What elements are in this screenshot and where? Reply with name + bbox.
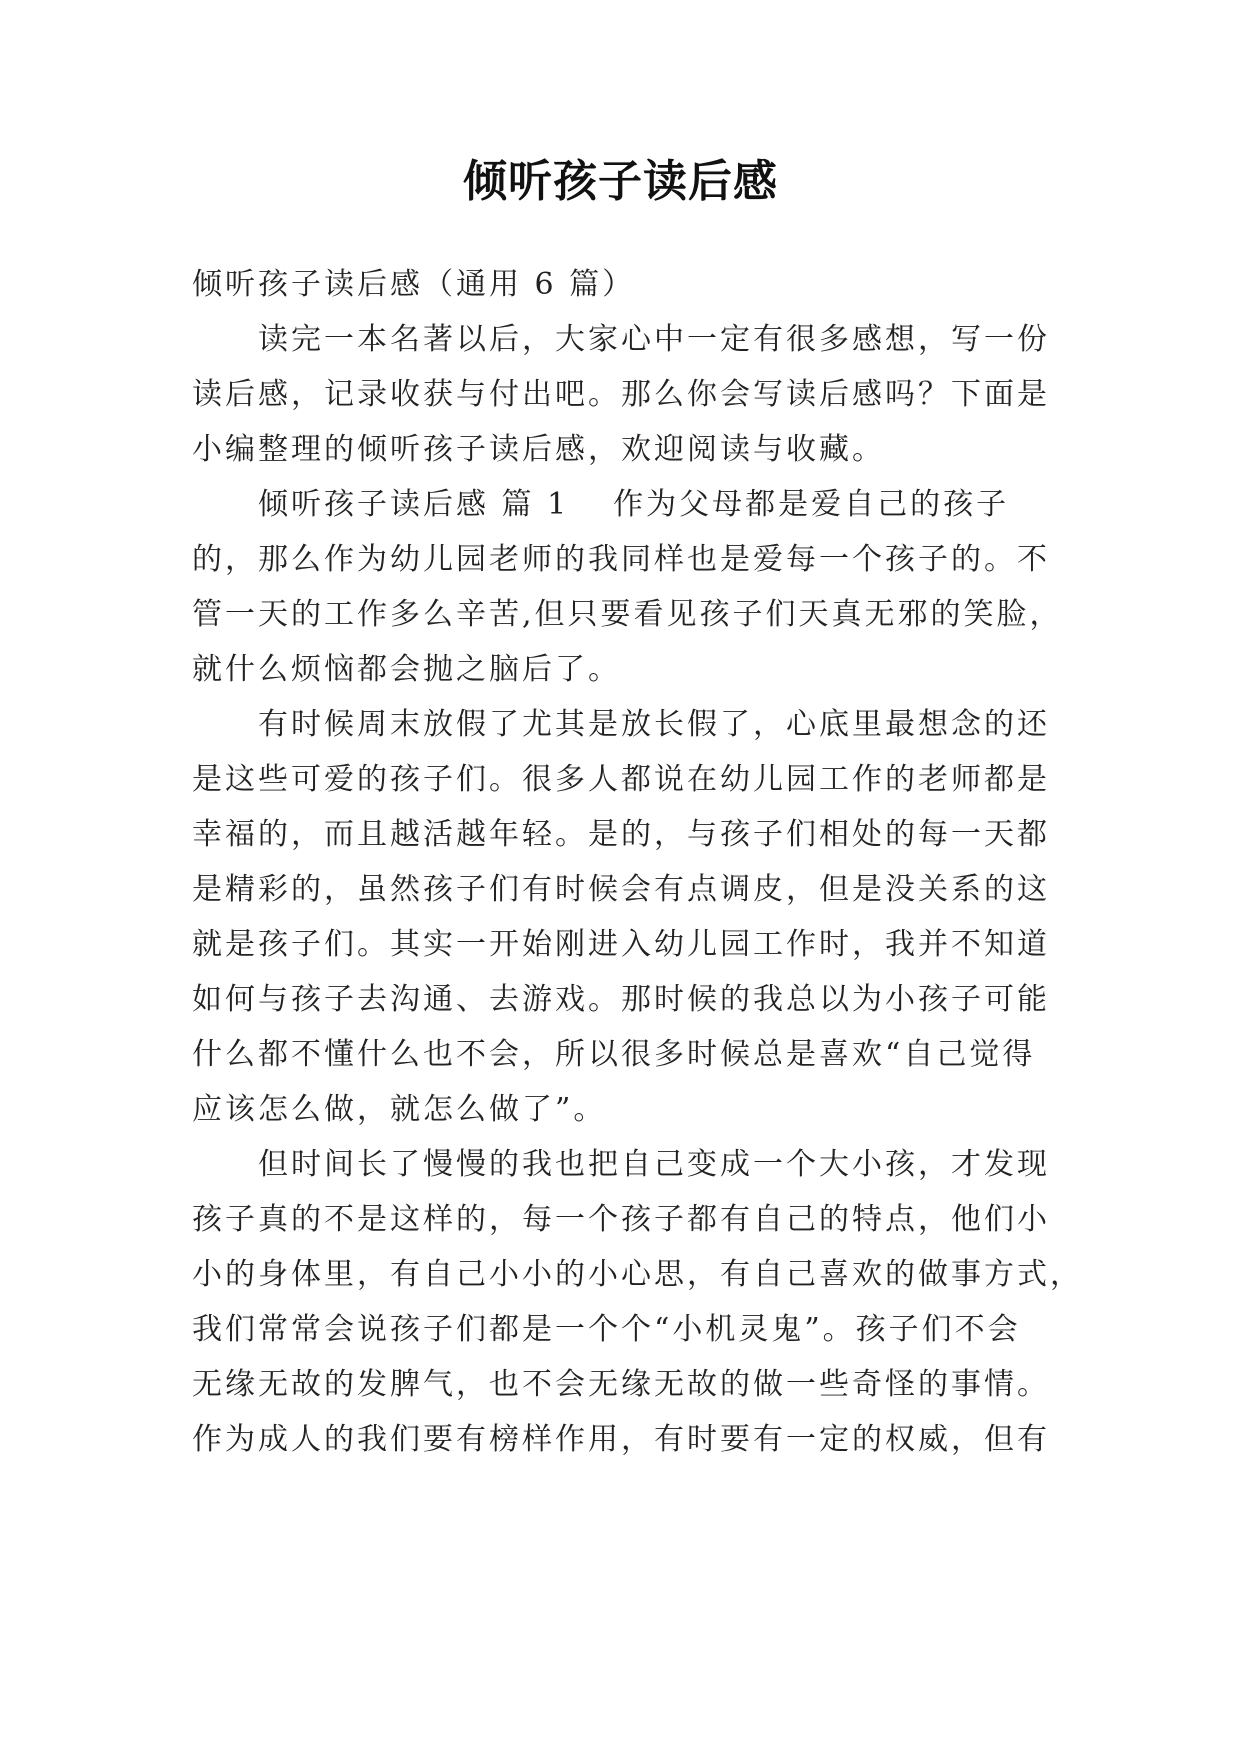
paragraph3-line-1: 但时间长了慢慢的我也把自己变成一个大小孩，才发现 [258,1147,1050,1182]
section1-line-3: 管一天的工作多么辛苦,但只要看见孩子们天真无邪的笑脸， [192,597,1063,632]
paragraph2-line-1: 有时候周末放假了尤其是放长假了，心底里最想念的还 [258,707,1050,742]
paragraph3-line-3: 小的身体里，有自己小小的小心思，有自己喜欢的做事方式， [192,1257,1083,1292]
section1-line-4: 就什么烦恼都会抛之脑后了。 [192,652,621,687]
paragraph2-line-5: 就是孩子们。其实一开始刚进入幼儿园工作时，我并不知道 [192,927,1050,962]
section1-heading: 倾听孩子读后感 篇 1 [258,487,570,522]
intro-line-3: 小编整理的倾听孩子读后感，欢迎阅读与收藏。 [192,432,885,467]
paragraph3-line-4: 我们常常会说孩子们都是一个个“小机灵鬼”。孩子们不会 [192,1312,1021,1347]
document-title: 倾听孩子读后感 [463,156,778,207]
section1-line-2: 的，那么作为幼儿园老师的我同样也是爱每一个孩子的。不 [192,542,1050,577]
paragraph3-line-5: 无缘无故的发脾气，也不会无缘无故的做一些奇怪的事情。 [192,1367,1050,1402]
paragraph3-line-6: 作为成人的我们要有榜样作用，有时要有一定的权威，但有 [192,1422,1050,1457]
paragraph2-line-4: 是精彩的，虽然孩子们有时候会有点调皮，但是没关系的这 [192,872,1050,907]
section1-first-line [258,485,1158,525]
intro-line-1: 读完一本名著以后，大家心中一定有很多感想，写一份 [258,322,1050,357]
paragraph2-line-6: 如何与孩子去沟通、去游戏。那时候的我总以为小孩子可能 [192,982,1050,1017]
paragraph2-line-7: 什么都不懂什么也不会，所以很多时候总是喜欢“自己觉得 [192,1037,1036,1072]
paragraph3-line-2: 孩子真的不是这样的，每一个孩子都有自己的特点，他们小 [192,1202,1050,1237]
paragraph2-line-3: 幸福的，而且越活越年轻。是的，与孩子们相处的每一天都 [192,817,1050,852]
document-subtitle: 倾听孩子读后感（通用 6 篇） [192,267,636,302]
section1-first-line-text: 作为父母都是爱自己的孩子 [613,487,1010,522]
paragraph2-line-2: 是这些可爱的孩子们。很多人都说在幼儿园工作的老师都是 [192,762,1050,797]
paragraph2-line-8: 应该怎么做，就怎么做了”。 [192,1092,607,1127]
intro-line-2: 读后感，记录收获与付出吧。那么你会写读后感吗？下面是 [192,377,1050,412]
